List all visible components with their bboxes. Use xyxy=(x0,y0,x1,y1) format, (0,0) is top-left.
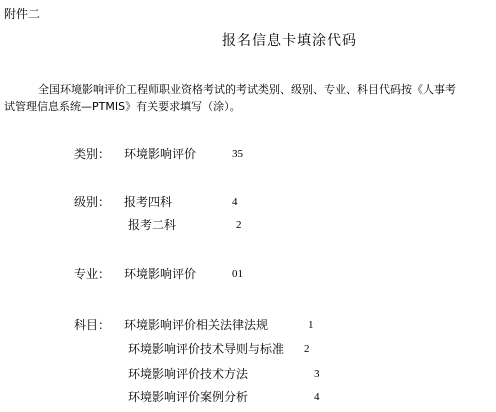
category-code: 35 xyxy=(232,148,243,160)
major-name: 环境影响评价 xyxy=(124,267,197,281)
major-label: 专业： xyxy=(74,267,111,281)
intro-line-2: 试管理信息系统—PTMIS》有关要求填写（涂）。 xyxy=(4,100,241,113)
level-item-code: 4 xyxy=(232,196,238,208)
subject-item-name: 环境影响评价技术方法 xyxy=(128,367,249,381)
level-label: 级别： xyxy=(74,195,111,209)
category-label: 类别： xyxy=(74,147,111,161)
intro-line-1: 全国环境影响评价工程师职业资格考试的考试类别、级别、专业、科目代码按《人事考 xyxy=(38,83,456,96)
subject-item-name: 环境影响评价技术导则与标准 xyxy=(128,342,285,356)
page-title: 报名信息卡填涂代码 xyxy=(222,33,357,49)
level-item-name: 报考四科 xyxy=(124,195,173,209)
category-name: 环境影响评价 xyxy=(124,147,197,161)
subject-item-code: 1 xyxy=(308,319,314,331)
level-item-name: 报考二科 xyxy=(128,218,177,232)
subject-label: 科目： xyxy=(74,318,111,332)
subject-item-code: 3 xyxy=(314,368,320,380)
subject-item-code: 4 xyxy=(314,391,320,403)
subject-item-code: 2 xyxy=(304,343,310,355)
subject-item-name: 环境影响评价案例分析 xyxy=(128,390,249,404)
level-item-code: 2 xyxy=(236,219,242,231)
major-code: 01 xyxy=(232,268,243,280)
appendix-label: 附件二 xyxy=(4,7,41,21)
subject-item-name: 环境影响评价相关法律法规 xyxy=(124,318,269,332)
